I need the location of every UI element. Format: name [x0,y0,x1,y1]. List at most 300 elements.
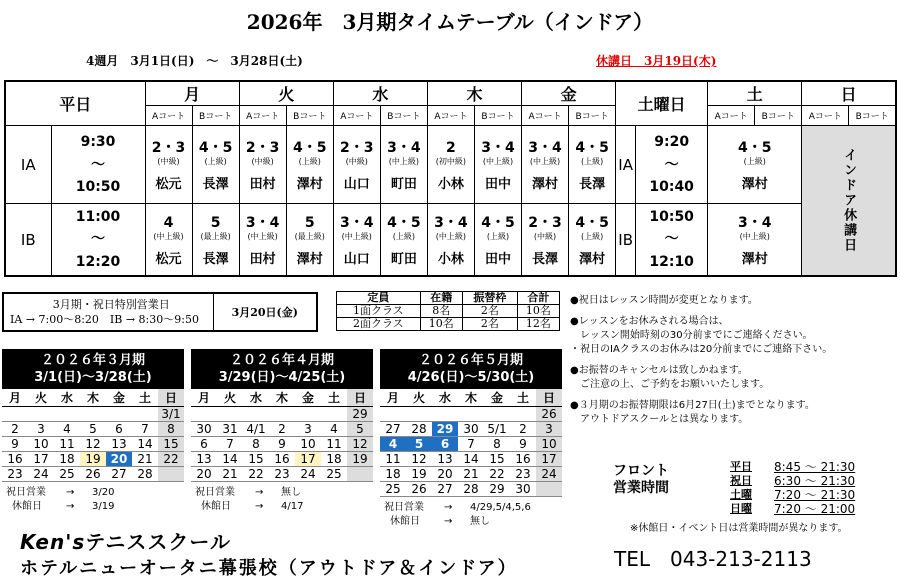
coach-name: 田中 [484,252,511,268]
calendar-day: 17 [536,452,562,467]
calendar-header [191,349,373,389]
calendar-weekday: 火 [217,389,243,407]
coach-name: 山口 [343,252,370,268]
lesson-cell [569,126,616,204]
calendar-day [54,407,80,422]
calendar-day: 28 [458,482,484,497]
calendar-day: 5 [406,437,432,452]
day-header-thu: 木 [427,81,521,106]
calendar-day [2,407,28,422]
arrow: → [444,516,453,527]
court-b-header: Bコート [286,106,333,126]
lesson-level-name: (上級) [743,157,766,167]
calendar-day: 24 [295,467,321,482]
calendar-header [2,349,184,389]
lesson-cell [380,204,427,276]
lesson-cell [427,126,474,204]
calendar-day: 19 [406,467,432,482]
calendar-footer [2,486,184,514]
calendar-day: 7 [458,437,484,452]
coach-name: 田村 [249,252,276,268]
front-desk-label [606,463,676,497]
lesson-level: 2・3 [151,140,186,157]
calendar-day: 2 [269,422,295,437]
lesson-cell [474,126,521,204]
sat-class-label: IA [616,126,636,204]
lesson-level: 3・4 [481,140,515,157]
lesson-cell [474,204,521,276]
coach-name: 松元 [155,252,182,268]
calendar-day: 16 [2,452,28,467]
calendar-weekday: 金 [484,389,510,407]
calendar-day: 15 [484,452,510,467]
front-hours-label: 営業時間 [613,480,669,496]
lesson-cell [192,204,239,276]
closed-value: 4/17 [281,501,304,512]
calendar-footer [191,486,373,514]
calendar-day: 14 [217,452,243,467]
sat-lesson-cell [708,204,802,276]
hours-day: 日曜 [730,502,752,515]
calendar-day: 4 [380,437,406,452]
tilde: ～ [91,156,105,173]
calendar-day [347,467,373,482]
calendar-day: 12 [406,452,432,467]
calendar-weekday: 木 [269,389,295,407]
calendar-holiday-line [6,486,184,500]
calendar-day: 12 [347,437,373,452]
court-a-header: Aコート [145,106,192,126]
calendar-day: 13 [432,452,458,467]
calendar-day: 21 [132,452,158,467]
coach-name: 松元 [155,177,182,193]
lesson-cell [333,204,380,276]
lesson-cell [145,204,192,276]
calendar-day: 5 [347,422,373,437]
calendar-day: 17 [28,452,54,467]
calendar-day: 27 [432,482,458,497]
lesson-level-name: (上級) [298,157,321,167]
lesson-level: 3・4 [528,140,562,157]
capacity-cell: 1面クラス [337,305,421,318]
calendar-day: 8 [243,437,269,452]
calendar-weekday: 月 [380,389,406,407]
calendar-day: 5 [80,422,106,437]
calendar-day: 4/1 [243,422,269,437]
calendar-day: 12 [80,437,106,452]
calendar-holiday-line [195,486,373,500]
note-line: ご注意の上、ご予約をお願いいたします。 [570,379,770,390]
calendar-day [106,407,132,422]
lesson-level: 4・5 [387,215,421,232]
court-a-header: Aコート [708,106,755,126]
calendar-day: 18 [380,467,406,482]
calendar-day [510,407,536,422]
calendar-day [321,407,347,422]
calendar-day: 9 [269,437,295,452]
calendar-closed-line [195,500,373,514]
calendar-weekday: 日 [536,389,562,407]
court-a-header: Aコート [802,106,849,126]
calendar-weekday: 水 [432,389,458,407]
calendar-day: 4 [54,422,80,437]
lesson-level: 4 [163,215,174,232]
sat-lesson-cell [708,126,802,204]
arrow: → [255,501,264,512]
calendar-header [380,349,562,389]
calendar-day [269,407,295,422]
calendar-day: 6 [106,422,132,437]
calendar-weekday: 水 [243,389,269,407]
lesson-level: 2・3 [340,140,374,157]
end-time: 12:10 [649,253,694,270]
calendar-day: 15 [243,452,269,467]
lesson-level-name: (中級) [157,157,180,167]
calendar-day: 13 [191,452,217,467]
calendar-day: 20 [432,467,458,482]
calendar-day: 3/1 [158,407,184,422]
calendar-day: 8 [484,437,510,452]
court-b-header: Bコート [569,106,616,126]
note-line: ●祝日はレッスン時間が変更となります。 [570,295,758,306]
court-a-header: Aコート [522,106,569,126]
lesson-cell [569,204,616,276]
capacity-header: 振替枠 [462,292,517,305]
lesson-level: 3・4 [245,215,280,232]
coach-name: 町田 [390,177,417,193]
calendar-day [243,407,269,422]
calendar-weekday: 水 [54,389,80,407]
coach-name: 小林 [437,252,464,268]
holiday-label: 祝日営業 [384,502,424,513]
class-time [51,126,145,204]
calendar-title: ２０２６年３月期 [40,353,145,368]
capacity-cell: 2面クラス [337,318,421,331]
class-time [51,204,145,276]
calendar-day: 15 [158,437,184,452]
calendar-day [191,407,217,422]
calendar-day: 14 [132,437,158,452]
day-header-tue: 火 [239,81,333,106]
tilde: ～ [91,231,105,248]
lesson-level-name: (中上級) [341,232,372,242]
arrow: → [444,502,453,513]
calendar-weekday: 木 [80,389,106,407]
calendar-day: 30 [191,422,217,437]
tilde: ～ [664,156,679,173]
calendar-day: 14 [458,452,484,467]
lesson-level-name: (中上級) [529,157,561,167]
capacity-table [336,291,560,331]
calendar-weekday: 日 [347,389,373,407]
calendar-day: 17 [295,452,321,467]
calendar-day: 6 [432,437,458,452]
hours-time: 7:20 ～ 21:30 [774,488,856,502]
calendar-weekday: 月 [2,389,28,407]
calendar-day: 24 [28,467,54,482]
start-time: 9:30 [80,134,116,151]
calendar-day: 3 [28,422,54,437]
calendar-day: 27 [106,467,132,482]
calendar-march [2,349,184,514]
calendar-day: 4 [321,422,347,437]
arrow: → [66,487,75,498]
calendar-weekday: 金 [295,389,321,407]
calendar-day [406,407,432,422]
day-header-wed: 水 [333,81,427,106]
holiday-value: 3/20 [92,487,115,498]
lesson-cell [145,126,192,204]
calendar-day: 29 [432,422,458,437]
court-b-header: Bコート [849,106,896,126]
calendar-day: 16 [510,452,536,467]
court-b-header: Bコート [380,106,427,126]
calendar-day: 18 [321,452,347,467]
hours-time: 7:20 ～ 21:00 [774,502,856,516]
special-hours-date: 3月20日(金) [213,293,317,331]
start-time: 10:50 [649,209,694,226]
calendar-day [217,407,243,422]
calendar-day [432,407,458,422]
holiday-label: 祝日営業 [195,487,235,498]
lesson-level: 3・4 [387,140,421,157]
calendar-day: 31 [217,422,243,437]
calendar-day: 10 [536,437,562,452]
lesson-level: 2・3 [528,215,562,232]
lesson-level: 3・4 [340,215,374,232]
calendar-day: 29 [347,407,373,422]
capacity-header: 合計 [517,292,559,305]
day-header-mon: 月 [145,81,239,106]
court-a-header: Aコート [427,106,474,126]
capacity-header: 定員 [337,292,421,305]
calendar-day: 3 [536,422,562,437]
calendar-weekday: 木 [458,389,484,407]
lesson-level-name: (上級) [580,232,604,242]
notes [570,294,898,434]
calendar-day: 22 [243,467,269,482]
lesson-level-name: (中級) [345,157,368,167]
calendar-day: 25 [54,467,80,482]
calendar-day: 30 [510,482,536,497]
closed-value: 3/19 [92,501,115,512]
lesson-level-name: (上級) [204,157,227,167]
capacity-cell: 10名 [420,318,462,331]
lesson-cell [522,204,569,276]
calendar-day: 10 [295,437,321,452]
calendar-closed-line [384,515,562,529]
special-hours-title: 3月期・祝日特別営業日 [52,298,170,311]
hours-time: 6:30 ～ 21:30 [774,474,856,488]
calendar-day: 26 [536,407,562,422]
calendar-day: 26 [406,482,432,497]
calendar-day: 10 [28,437,54,452]
lesson-cell [192,126,239,204]
lesson-cell [286,126,333,204]
lesson-cell [239,126,286,204]
calendar-title: ２０２６年５月期 [418,353,523,368]
court-a-header: Aコート [239,106,286,126]
lesson-level: 4・5 [575,140,609,157]
day-header-fri: 金 [522,81,616,106]
day-header-sun: 日 [802,81,896,106]
calendar-day: 6 [191,437,217,452]
coach-name: 長澤 [579,177,606,193]
school-name: ホテルニューオータニ幕張校（アウトドア＆インドア） [20,558,518,579]
coach-name: 町田 [390,252,417,268]
calendar-day: 23 [2,467,28,482]
calendar-april [191,349,373,514]
calendar-weekday: 土 [132,389,158,407]
lesson-cell [333,126,380,204]
hours-note: ※休館日・イベント日は営業時間が異なります。 [630,523,848,534]
calendar-day [536,482,562,497]
court-b-header: Bコート [192,106,239,126]
hours-day: 祝日 [730,474,752,487]
sat-class-time [636,204,708,276]
lesson-level: 2 [446,140,456,157]
note-line: レッスン開始時刻の30分前までにご連絡ください。 [570,330,813,341]
brand-name: テニススクール [85,530,232,554]
coach-name: 長澤 [532,252,559,268]
lesson-level: 2・3 [245,140,280,157]
sunday-closure: インドア休講日 [802,126,896,276]
calendar-range: 3/29(日)～4/25(土) [218,370,346,385]
court-b-header: Bコート [474,106,521,126]
end-time: 10:50 [75,178,121,195]
note-line: ●３月期のお振替期限は6月27日(土)までとなります。 [570,400,815,411]
hours-time: 8:45 ～ 21:30 [774,460,856,474]
calendar-day [484,407,510,422]
lesson-level: 3・4 [434,215,468,232]
calendar-day: 22 [484,467,510,482]
calendar-day: 21 [458,467,484,482]
sat-class-time [636,126,708,204]
calendar-day: 11 [380,452,406,467]
lesson-level: 4・5 [737,140,772,157]
calendar-day: 24 [536,467,562,482]
capacity-cell: 2名 [462,305,517,318]
closed-label: 休館日 [12,501,42,512]
lesson-level-name: (最上級) [294,232,325,242]
calendar-day: 28 [132,467,158,482]
capacity-cell: 12名 [517,318,559,331]
coach-name: 澤村 [741,177,768,193]
calendar-day: 27 [380,422,406,437]
calendar-day: 21 [217,467,243,482]
calendar-footer [380,501,562,529]
calendar-may [380,349,562,529]
calendar-day: 2 [2,422,28,437]
holiday-value: 4/29,5/4,5,6 [470,502,531,513]
closed-label: 休館日 [390,516,420,527]
calendar-day [295,407,321,422]
sat-class-label: IB [616,204,636,276]
calendar-day: 29 [484,482,510,497]
calendar-day: 26 [80,467,106,482]
lesson-level-name: (中級) [533,232,557,242]
front-hours-table [728,460,857,516]
calendar-day [458,407,484,422]
weekday-header: 平日 [5,81,145,126]
calendar-day: 18 [54,452,80,467]
calendar-day: 23 [510,467,536,482]
calendar-day: 19 [347,452,373,467]
calendar-day: 25 [380,482,406,497]
arrow: → [255,487,264,498]
coach-name: 澤村 [579,252,606,268]
calendar-day: 16 [269,452,295,467]
calendar-day: 7 [217,437,243,452]
coach-name: 澤村 [532,177,559,193]
note-line: ●レッスンをお休みされる場合は、 [570,316,729,327]
calendar-day: 9 [510,437,536,452]
coach-name: 小林 [437,177,464,193]
start-time: 11:00 [75,209,121,226]
lesson-cell [427,204,474,276]
calendar-day [132,407,158,422]
calendar-day: 28 [406,422,432,437]
calendar-weekday: 月 [191,389,217,407]
calendar-day [80,407,106,422]
capacity-cell: 2名 [462,318,517,331]
coach-name: 長澤 [202,177,229,193]
holiday-label: 祝日営業 [6,487,46,498]
lesson-level-name: (中上級) [247,232,278,242]
saturday-header: 土曜日 [616,81,708,126]
lesson-level-name: (中上級) [388,157,419,167]
phone-number: TEL 043-213-2113 [614,547,812,571]
lesson-level-name: (中級) [251,157,274,167]
closed-label: 休館日 [201,501,231,512]
holiday-value: 無し [281,487,301,498]
coach-name: 澤村 [296,252,323,268]
lesson-level: 4・5 [575,215,609,232]
lesson-level: 4・5 [481,215,515,232]
calendar-title: ２０２６年４月期 [229,353,334,368]
capacity-cell: 8名 [420,305,462,318]
class-label: IB [5,204,51,276]
note-line: ●お振替のキャンセルは致しかねます。 [570,365,748,376]
page-title: 2026年 3月期タイムテーブル（インドア） [246,10,654,34]
calendar-day: 25 [321,467,347,482]
calendar-weekday: 金 [106,389,132,407]
lesson-level-name: (上級) [486,232,510,242]
lesson-level-name: (上級) [392,232,415,242]
closure-date: 休講日 3月19日(木) [596,54,717,68]
calendar-weekday: 土 [321,389,347,407]
timetable [4,80,897,277]
lesson-level-name: (初中級) [435,157,467,167]
arrow: → [66,501,75,512]
calendar-weekday: 土 [510,389,536,407]
brand-ken: Ken's [20,530,86,554]
calendar-day: 20 [106,452,132,467]
calendar-day: 23 [269,467,295,482]
special-hours-times: IA → 7:00～8:20 IB → 8:30～9:50 [10,313,199,326]
calendar-closed-line [6,500,184,514]
closed-value: 無し [470,516,490,527]
calendar-weekday: 火 [406,389,432,407]
calendar-day: 9 [2,437,28,452]
calendar-day [28,407,54,422]
start-time: 9:20 [654,134,690,151]
day-header-sat: 土 [708,81,802,106]
special-hours-box [2,292,318,332]
lesson-level-name: (中上級) [435,232,467,242]
calendar-day [158,467,184,482]
calendar-weekday: 日 [158,389,184,407]
